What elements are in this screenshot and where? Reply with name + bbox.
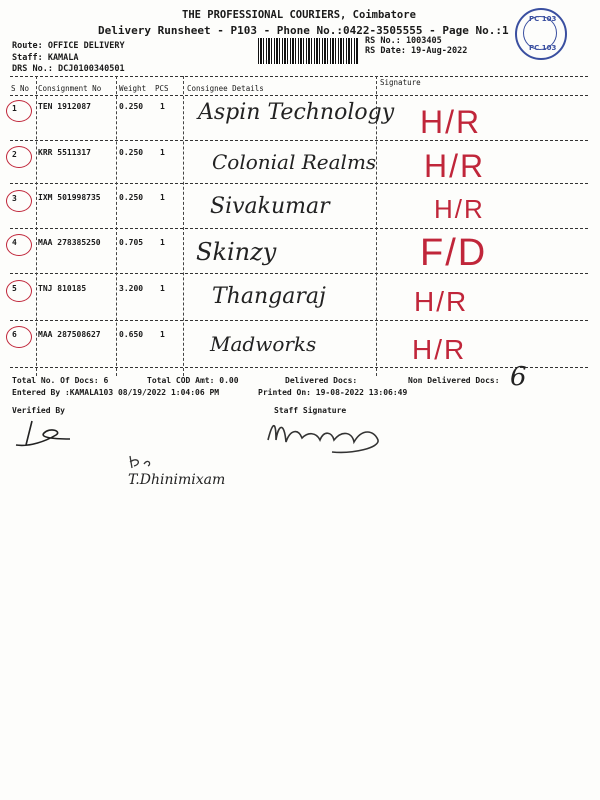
row-sno: 4 [12, 238, 17, 247]
printed-on: Printed On: 19-08-2022 13:06:49 [258, 388, 408, 397]
row-pcs: 1 [160, 193, 165, 202]
row-consignee: Thangaraj [212, 284, 326, 309]
barcode [258, 38, 358, 64]
non-delivered-count: 6 [510, 362, 527, 392]
col-pcs: PCS [155, 84, 169, 93]
row-sno: 2 [12, 150, 17, 159]
staff-signature [262, 410, 402, 458]
pc103-stamp: PC 103 PC 103 [515, 8, 567, 60]
rs-number: RS No.: 1003405 [365, 36, 442, 46]
row-consignment: MAA 287508627 [38, 330, 101, 339]
col-weight: Weight [119, 84, 147, 93]
non-delivered-docs: Non Delivered Docs: [408, 376, 500, 385]
row-pcs: 1 [160, 238, 165, 247]
row-weight: 0.250 [119, 193, 144, 202]
staff-signature-label: Staff Signature [274, 406, 347, 415]
row-consignee: Sivakumar [210, 194, 330, 219]
rs-date: RS Date: 19-Aug-2022 [365, 46, 468, 56]
row-consignee: Colonial Realms [212, 150, 377, 174]
row-signature: F/D [420, 232, 488, 274]
row-consignee: Aspin Technology [198, 100, 395, 125]
row-pcs: 1 [160, 102, 165, 111]
col-consignment: Consignment No [38, 84, 102, 93]
row-weight: 0.250 [119, 148, 144, 157]
row-weight: 3.200 [119, 284, 144, 293]
total-docs: Total No. Of Docs: 6 [12, 376, 109, 385]
runsheet-title: Delivery Runsheet - P103 - Phone No.:0422-3505555 - Page No.:1 [98, 24, 509, 37]
row-weight: 0.250 [119, 102, 144, 111]
row-pcs: 1 [160, 284, 165, 293]
row-consignment: TNJ 810185 [38, 284, 87, 293]
row-weight: 0.705 [119, 238, 144, 247]
row-signature: H/R [412, 334, 467, 365]
row-sno: 5 [12, 284, 17, 293]
total-cod: Total COD Amt: 0.00 [147, 376, 239, 385]
row-pcs: 1 [160, 330, 165, 339]
row-weight: 0.650 [119, 330, 144, 339]
verified-by: Verified By [12, 406, 65, 415]
delivered-docs: Delivered Docs: [285, 376, 358, 385]
row-consignee: Skinzy [196, 238, 277, 266]
row-consignment: IXM 501998735 [38, 193, 101, 202]
row-consignment: MAA 278385250 [38, 238, 101, 247]
col-sno: S No [11, 84, 30, 93]
row-signature: H/R [424, 148, 486, 184]
row-sno: 3 [12, 194, 17, 203]
handwritten-name: T.Dhinimixam [128, 472, 226, 488]
row-signature: H/R [420, 104, 482, 140]
verifier-signature [10, 415, 90, 455]
row-signature: H/R [414, 286, 469, 317]
col-signature: Signature [380, 78, 421, 87]
company-name: THE PROFESSIONAL COURIERS, Coimbatore [182, 9, 416, 21]
row-consignment: KRR 5511317 [38, 148, 91, 157]
initials-signature [126, 452, 156, 472]
row-sno: 6 [12, 330, 17, 339]
drs-number: DRS No.: DCJ0100340501 [12, 64, 125, 74]
staff: Staff: KAMALA [12, 53, 79, 63]
row-pcs: 1 [160, 148, 165, 157]
row-sno: 1 [12, 104, 17, 113]
row-consignee: Madworks [210, 332, 317, 356]
row-signature: H/R [434, 194, 485, 224]
entered-by: Entered By :KAMALA103 08/19/2022 1:04:06 PM [12, 388, 220, 397]
col-consignee: Consignee Details [187, 84, 264, 93]
row-consignment: TEN 1912087 [38, 102, 91, 111]
route: Route: OFFICE DELIVERY [12, 41, 125, 51]
